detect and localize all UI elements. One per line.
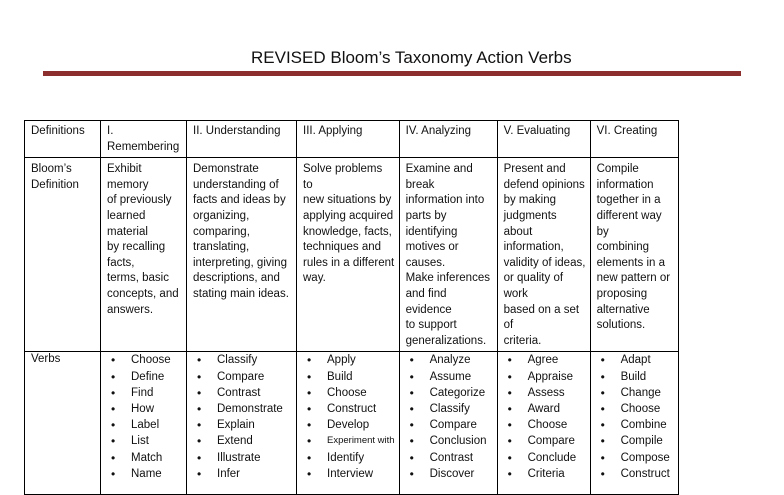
definition-line: proposing xyxy=(596,287,648,300)
definition-line: stating main ideas. xyxy=(193,287,289,300)
header-cell: I. Remembering xyxy=(101,121,187,158)
definition-line: information into xyxy=(405,194,485,207)
definition-line: way. xyxy=(303,272,326,285)
definition-line: to support xyxy=(405,319,457,332)
verb-item: • Build xyxy=(303,369,395,385)
verb-item: • Conclusion xyxy=(406,433,493,449)
verbs-row xyxy=(25,352,679,495)
definition-cell xyxy=(399,158,497,352)
verb-item: • Appraise xyxy=(504,369,586,385)
definition-line: concepts, and xyxy=(107,287,179,300)
definition-cell xyxy=(590,158,678,352)
verbs-cell xyxy=(297,352,400,495)
definition-line: and find evidence xyxy=(405,287,452,316)
definition-line: new pattern or xyxy=(596,272,671,285)
verbs-cell xyxy=(399,352,497,495)
header-cell: V. Evaluating xyxy=(497,121,590,158)
header-cell: III. Applying xyxy=(297,121,400,158)
definition-line: interpreting, giving xyxy=(193,256,287,269)
header-cell: II. Understanding xyxy=(187,121,297,158)
verb-item: • Label xyxy=(107,417,182,433)
definition-line: different way by xyxy=(596,209,662,238)
definition-line: alternative xyxy=(596,303,650,316)
verb-item: • Name xyxy=(107,466,182,482)
definition-line: defend opinions xyxy=(503,178,585,191)
verb-item: • Construct xyxy=(303,401,395,417)
definition-line: techniques and xyxy=(303,241,382,254)
definition-line: facts and ideas by xyxy=(193,194,286,207)
verb-item: • Adapt xyxy=(597,352,674,368)
verb-item: • Categorize xyxy=(406,385,493,401)
definition-line: or quality of work xyxy=(503,272,564,300)
definition-line: knowledge, facts, xyxy=(303,225,392,238)
verb-item: • Change xyxy=(597,385,674,401)
definition-line: comparing, xyxy=(193,225,250,238)
definition-line: Solve problems to xyxy=(303,163,383,191)
header-cell: IV. Analyzing xyxy=(399,121,497,158)
verbs-cell xyxy=(590,352,678,495)
definition-line: by making xyxy=(503,194,557,207)
verb-item: • Build xyxy=(597,369,674,385)
verb-item: • Extend xyxy=(193,433,292,449)
definition-line: applying acquired xyxy=(303,209,394,222)
definition-line: information, xyxy=(503,241,564,254)
definition-line: organizing, xyxy=(193,209,250,222)
verb-item: • Agree xyxy=(504,352,586,368)
definition-line: answers. xyxy=(107,303,154,316)
definition-line: generalizations. xyxy=(405,334,487,347)
header-cell: Definitions xyxy=(25,121,101,158)
verb-list xyxy=(406,352,493,482)
definition-line: Make inferences xyxy=(405,272,490,285)
verbs-cell xyxy=(101,352,187,495)
verb-item: • Compare xyxy=(504,433,586,449)
verb-item: • Classify xyxy=(406,401,493,417)
verb-list xyxy=(504,352,586,482)
taxonomy-table xyxy=(24,120,679,495)
definition-cell xyxy=(101,158,187,352)
definition-cell xyxy=(497,158,590,352)
verb-item: • Assume xyxy=(406,369,493,385)
verbs-cell xyxy=(187,352,297,495)
verb-item: • Define xyxy=(107,369,182,385)
header-row xyxy=(25,121,679,158)
definition-row xyxy=(25,158,679,352)
verb-item: • Compare xyxy=(406,417,493,433)
page-title-text: REVISED Bloom’s Taxonomy Action Verbs xyxy=(251,48,572,67)
verb-list xyxy=(193,352,292,482)
definition-line: judgments about xyxy=(503,209,557,238)
verb-item: • Demonstrate xyxy=(193,401,292,417)
definition-line: together in a xyxy=(596,194,661,207)
verb-item: • Compare xyxy=(193,369,292,385)
verb-item: • Infer xyxy=(193,466,292,482)
definition-line: terms, basic xyxy=(107,272,169,285)
verb-item: • Compose xyxy=(597,450,674,466)
verb-item: • Choose xyxy=(504,417,586,433)
definition-line: Examine and break xyxy=(405,163,473,191)
verb-list xyxy=(107,352,182,482)
verb-item: • Choose xyxy=(303,385,395,401)
verb-item: • Experiment with xyxy=(303,433,395,449)
definition-line: validity of ideas, xyxy=(503,256,586,269)
definition-cell xyxy=(297,158,400,352)
definition-line: by recalling facts, xyxy=(107,241,166,269)
verb-item: • Construct xyxy=(597,466,674,482)
definition-line: rules in a different xyxy=(303,256,395,269)
verb-item: • Classify xyxy=(193,352,292,368)
verb-item: • How xyxy=(107,401,182,417)
definition-line: translating, xyxy=(193,241,250,254)
definition-line: combining xyxy=(596,241,650,254)
verb-list xyxy=(597,352,674,482)
definition-line: descriptions, and xyxy=(193,272,280,285)
definition-line: motives or causes. xyxy=(405,241,459,269)
definition-cell xyxy=(187,158,297,352)
definition-line: understanding of xyxy=(193,178,279,191)
definition-line: new situations by xyxy=(303,194,392,207)
row-label: Bloom’s Definition xyxy=(25,158,101,352)
verbs-cell xyxy=(497,352,590,495)
verb-item: • Develop xyxy=(303,417,395,433)
verb-item: • Award xyxy=(504,401,586,417)
verb-item: • Criteria xyxy=(504,466,586,482)
title-divider xyxy=(43,71,741,76)
definition-line: based on a set of xyxy=(503,303,580,332)
definition-line: solutions. xyxy=(596,319,646,332)
verb-item: • Find xyxy=(107,385,182,401)
definition-line: Exhibit memory xyxy=(107,163,149,191)
verb-item: • Explain xyxy=(193,417,292,433)
verb-item: • Match xyxy=(107,450,182,466)
verb-item: • Analyze xyxy=(406,352,493,368)
definition-line: learned material xyxy=(107,209,148,238)
verb-item: • Choose xyxy=(107,352,182,368)
verb-item: • Compile xyxy=(597,433,674,449)
definition-line: parts by identifying xyxy=(405,209,458,238)
definition-line: Demonstrate xyxy=(193,163,259,176)
definition-line: of previously xyxy=(107,194,172,207)
definition-line: Present and xyxy=(503,163,566,176)
row-label: Verbs xyxy=(25,352,101,495)
verb-item: • Combine xyxy=(597,417,674,433)
verb-item: • Conclude xyxy=(504,450,586,466)
verb-item: • Illustrate xyxy=(193,450,292,466)
verb-item: • Identify xyxy=(303,450,395,466)
verb-item: • Contrast xyxy=(193,385,292,401)
definition-line: elements in a xyxy=(596,256,665,269)
verb-item: • Discover xyxy=(406,466,493,482)
verb-item: • Contrast xyxy=(406,450,493,466)
verb-item: • Interview xyxy=(303,466,395,482)
definition-line: information xyxy=(596,178,654,191)
header-cell: VI. Creating xyxy=(590,121,678,158)
definition-line: Compile xyxy=(596,163,639,176)
verb-list xyxy=(303,352,395,482)
verb-item: • Apply xyxy=(303,352,395,368)
page-title xyxy=(251,48,572,68)
verb-item: • Choose xyxy=(597,401,674,417)
verb-item: • Assess xyxy=(504,385,586,401)
definition-line: criteria. xyxy=(503,334,542,347)
verb-item: • List xyxy=(107,433,182,449)
